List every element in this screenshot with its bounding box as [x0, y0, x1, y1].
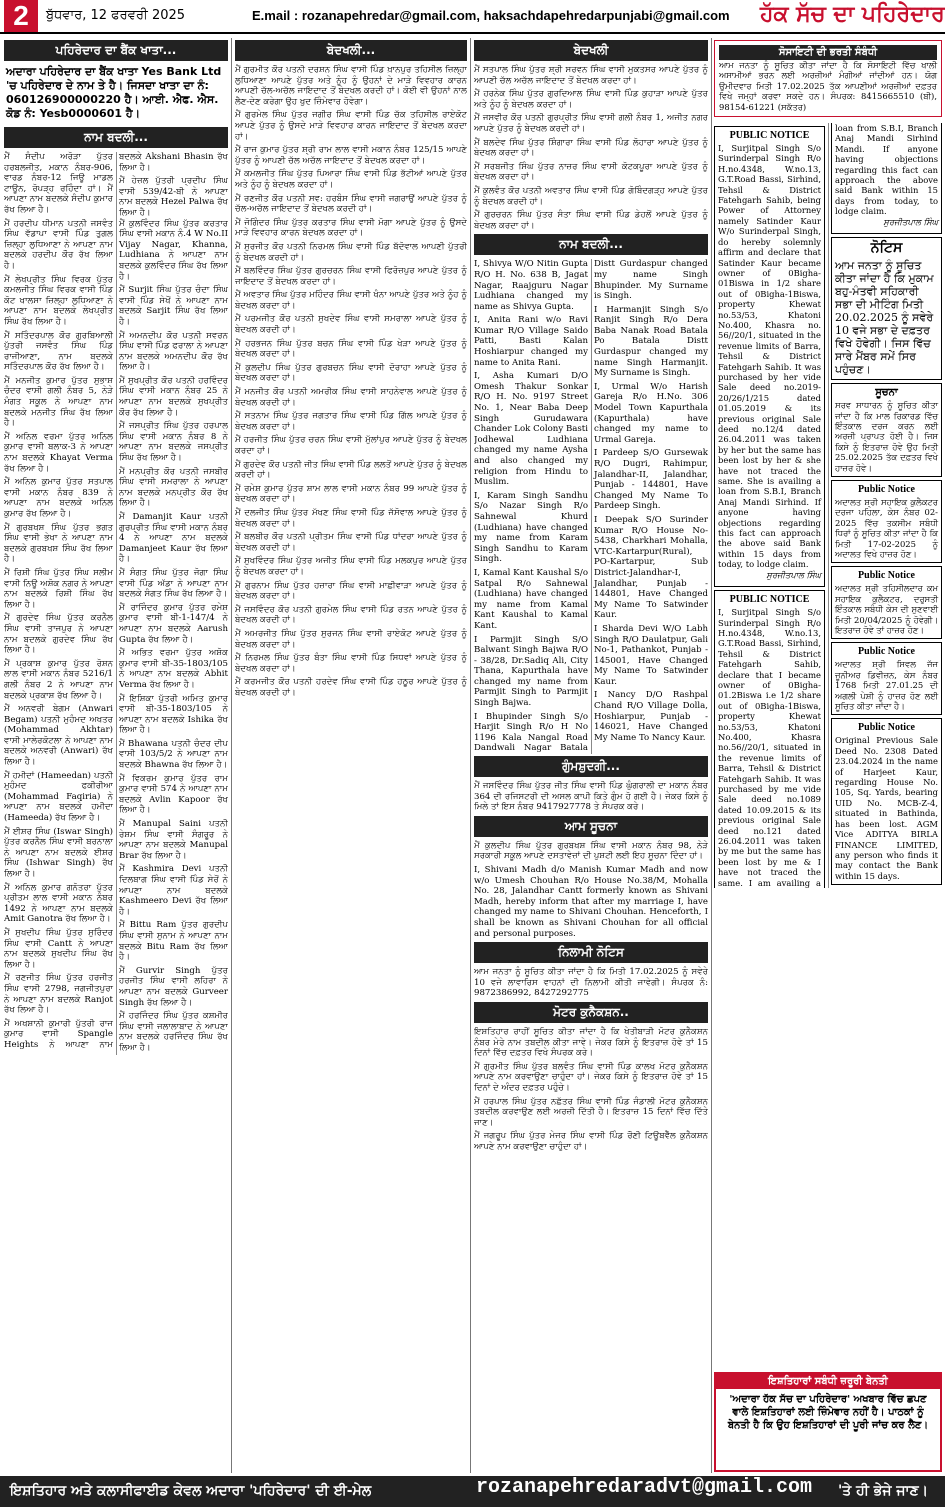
- list-item: ਮੈਂ ਰਣਜੀਤ ਸਿੰਘ ਪੁੱਤਰ ਹਰਜੀਤ ਸਿੰਘ ਵਾਸੀ 2798, ਜਗਜੀਤਪੁਰਾ ਨੇ ਆਪਣਾ ਨਾਮ ਬਦਲਕੇ Ranjot ਰੱਖ ਲਿਆ ਹੈ।: [4, 973, 113, 1016]
- list-item: ਮੈਂ ਅਨਿਲ ਕੁਮਾਰ ਗਨੋਤਰਾ ਪੁੱਤਰ ਪ੍ਰੀਤਮ ਲਾਲ ਵਾਸੀ ਮਕਾਨ ਨੰਬਰ 1492 ਨੇ ਆਪਣਾ ਨਾਮ ਬਦਲਕੇ Amit Ganotra ਰੱਖ ਲਿਆ ਹੈ।: [4, 882, 113, 925]
- list-item: I Nancy D/O Rashpal Chand R/O Village Dolla, Hoshiarpur, Punjab - 146021, Have Changed My Name To Nancy Kaur.: [594, 690, 708, 743]
- list-item: ਮੈਂ ਸੰਗਤ ਸਿੰਘ ਪੁੱਤਰ ਜੋਗਾ ਸਿੰਘ ਵਾਸੀ ਪਿੰਡ ਅੱਡਾ ਨੇ ਆਪਣਾ ਨਾਮ ਬਦਲਕੇ ਸੰਗਤ ਸਿੰਘ ਰੱਖ ਲਿਆ ਹੈ।: [119, 567, 228, 600]
- public-info-text-en: I, Shivani Madh d/o Manish Kumar Madh and now w/o Umesh Chouhan R/o House No.38/M, Mohalla No. 28, Jalandhar Cantt formerly known as Shivani Madh, hereby inform that after my marriage I, have changed my name to Shivani Chouhan. Henceforth, I shall be known as Shivani Chouhan for all official and personal purposes.: [474, 865, 708, 939]
- list-item: ਮੈਂ ਹੇਜ਼ਲ ਪੁੱਤਰੀ ਪ੍ਰਦੀਪ ਸਿੰਘ ਵਾਸੀ 539/42-ਬੀ ਨੇ ਆਪਣਾ ਨਾਮ ਬਦਲਕੇ Hezel Palwa ਰੱਖ ਲਿਆ ਹੈ।: [119, 176, 228, 218]
- list-item: ਮੈਂ ਗੁਰਨਾਮ ਸਿੰਘ ਪੁੱਤਰ ਹਜ਼ਾਰਾ ਸਿੰਘ ਵਾਸੀ ਮਾਛੀਵਾੜਾ ਆਪਣੇ ਪੁੱਤਰ ਨੂੰ ਬੇਦਖਲ ਕਰਦਾ ਹਾਂ।: [235, 580, 467, 602]
- list-item: ਮੈਂ ਨਿਰਮਲ ਸਿੰਘ ਪੁੱਤਰ ਬੰਤਾ ਸਿੰਘ ਵਾਸੀ ਪਿੰਡ ਸਿਧਵਾਂ ਆਪਣੇ ਪੁੱਤਰ ਨੂੰ ਬੇਦਖਲ ਕਰਦਾ ਹਾਂ।: [235, 653, 467, 674]
- list-item: ਮੈਂ ਸੁਖਪ੍ਰੀਤ ਕੌਰ ਪਤਨੀ ਹਰਵਿੰਦਰ ਸਿੰਘ ਵਾਸੀ ਮਕਾਨ ਨੰਬਰ 25 ਨੇ ਆਪਣਾ ਨਾਮ ਬਦਲਕੇ ਸੁਖਪ੍ਰੀਤ ਕੌਰ ਰੱਖ ਲਿਆ ਹੈ।: [119, 375, 228, 418]
- list-item: ਮੈਂ ਹਰਦੀਪ ਧੀਮਾਨ ਪਤਨੀ ਜਸਵੰਤ ਸਿੰਘ ਵੱਡਾਪਾ ਵਾਸੀ ਪਿੰਡ ਤੁਗਲ ਜ਼ਿਲ੍ਹਾ ਲੁਧਿਆਣਾ ਨੇ ਆਪਣਾ ਨਾਮ ਬਦਲਕੇ ਹਰਦੀਪ ਕੌਰ ਰੱਖ ਲਿਆ ਹੈ।: [4, 218, 113, 271]
- list-item: ਮੈਂ ਸਤਨਾਮ ਸਿੰਘ ਪੁੱਤਰ ਜਗਤਾਰ ਸਿੰਘ ਵਾਸੀ ਪਿੰਡ ਗਿੱਲ ਆਪਣੇ ਪੁੱਤਰ ਨੂੰ ਬੇਦਖਲ ਕਰਦਾ ਹਾਂ।: [235, 411, 467, 432]
- list-item: ਮੈਂ ਕਮਲਜੀਤ ਸਿੰਘ ਪੁੱਤਰ ਪਿਆਰਾ ਸਿੰਘ ਵਾਸੀ ਪਿੰਡ ਭੱਟੀਆਂ ਆਪਣੇ ਪੁੱਤਰ ਅਤੇ ਨੂੰਹ ਨੂੰ ਬੇਦਖਲ ਕਰਦਾ ਹਾਂ।: [235, 169, 467, 190]
- list-item: ਮੈਂ ਗੁਰਦੇਵ ਸਿੰਘ ਪੁੱਤਰ ਕਰਨੈਲ ਸਿੰਘ ਵਾਸੀ ਤਾਜਪੁਰ ਨੇ ਆਪਣਾ ਨਾਮ ਬਦਲਕੇ ਗੁਰਦੇਵ ਸਿੰਘ ਰੱਖ ਲਿਆ ਹੈ।: [4, 613, 113, 656]
- list-item: I, Karam Singh Sandhu S/o Nazar Singh R/o Sahnewal Khurd (Ludhiana) have changed my name from Karam Singh Sandhu to Karam Singh.: [474, 490, 588, 565]
- list-item: ਮੈਂ ਸਤਿੰਦਰਪਾਲ ਕੌਰ ਗੁਰਬਿਆਲੀ ਪੁੱਤਰੀ ਜਸਵੰਤ ਸਿੰਘ ਪਿੰਡ ਰਾਜੀਆਣਾ, ਨਾਮ ਬਦਲਕੇ ਸਤਿੰਦਰਪਾਲ ਕੌਰ ਰੱਖ ਲਿਆ ਹੈ।: [4, 330, 113, 373]
- list-item: ਮੈਂ ਅਮਰਜੀਤ ਸਿੰਘ ਪੁੱਤਰ ਸੁਰਜਨ ਸਿੰਘ ਵਾਸੀ ਰਾਏਕੋਟ ਆਪਣੇ ਪੁੱਤਰ ਨੂੰ ਬੇਦਖਲ ਕਰਦਾ ਹਾਂ।: [235, 628, 467, 650]
- list-item: ਮੈਂ ਕੁਲਵੰਤ ਕੌਰ ਪਤਨੀ ਅਵਤਾਰ ਸਿੰਘ ਵਾਸੀ ਪਿੰਡ ਗੋਬਿੰਦਗੜ੍ਹ ਆਪਣੇ ਪੁੱਤਰ ਨੂੰ ਬੇਦਖਲ ਕਰਦੀ ਹਾਂ।: [474, 185, 708, 207]
- list-item: ਮੈਂ ਅਨਿਲ ਕੁਮਾਰ ਪੁੱਤਰ ਸਤਪਾਲ ਵਾਸੀ ਮਕਾਨ ਨੰਬਰ 839 ਨੇ ਆਪਣਾ ਨਾਮ ਬਦਲਕੇ ਅਨਿਲ ਕੁਮਾਰ ਰੱਖ ਲਿਆ ਹੈ।: [4, 477, 113, 519]
- public-info-title: ਆਮ ਸੂਚਨਾ: [474, 816, 708, 837]
- list-item: ਮੈਂ ਗੁਰਦੇਵ ਕੌਰ ਪਤਨੀ ਜੀਤ ਸਿੰਘ ਵਾਸੀ ਪਿੰਡ ਲਲਤੋਂ ਆਪਣੇ ਪੁੱਤਰ ਨੂੰ ਬੇਦਖਲ ਕਰਦੀ ਹਾਂ।: [235, 459, 467, 481]
- advertising-disclaimer-title: ਇਸ਼ਤਿਹਾਰਾਂ ਸਬੰਧੀ ਜ਼ਰੂਰੀ ਬੇਨਤੀ: [716, 1374, 940, 1389]
- list-item: ਮੈਂ ਬਲਦੇਵ ਸਿੰਘ ਪੁੱਤਰ ਸ਼ਿੰਗਾਰਾ ਸਿੰਘ ਵਾਸੀ ਪਿੰਡ ਲੋਹਾਰਾ ਆਪਣੇ ਪੁੱਤਰ ਨੂੰ ਬੇਦਖਲ ਕਰਦਾ ਹਾਂ।: [474, 137, 708, 159]
- court-notice-title: Public Notice: [858, 483, 915, 495]
- list-item: ਮੈਂ Damanjit Kaur ਪਤਨੀ ਗੁਰਪ੍ਰੀਤ ਸਿੰਘ ਵਾਸੀ ਮਕਾਨ ਨੰਬਰ 4 ਨੇ ਆਪਣਾ ਨਾਮ ਬਦਲਕੇ Damanjeet Kaur ਰੱਖ ਲਿਆ ਹੈ।: [119, 512, 228, 565]
- issue-date: ਬੁੱਧਵਾਰ, 12 ਫਰਵਰੀ 2025: [46, 8, 186, 23]
- lost-deed-title: Public Notice: [858, 722, 915, 734]
- list-item: ਮੈਂ ਬਲਵਿੰਦਰ ਸਿੰਘ ਪੁੱਤਰ ਗੁਰਚਰਨ ਸਿੰਘ ਵਾਸੀ ਫਿਰੋਜ਼ਪੁਰ ਆਪਣੇ ਪੁੱਤਰ ਨੂੰ ਜਾਇਦਾਦ ਤੋਂ ਬੇਦਖਲ ਕਰਦਾ ਹਾਂ।: [235, 266, 467, 287]
- list-item: ਮੈਂ ਹਰਭਜਨ ਸਿੰਘ ਪੁੱਤਰ ਬਚਨ ਸਿੰਘ ਵਾਸੀ ਪਿੰਡ ਖੇੜਾ ਆਪਣੇ ਪੁੱਤਰ ਨੂੰ ਬੇਦਖਲ ਕਰਦਾ ਹਾਂ।: [235, 338, 467, 360]
- court-notice-2: [831, 566, 942, 639]
- motor-title: ਮੋਟਰ ਕੁਨੈਕਸ਼ਨ..: [474, 1002, 708, 1023]
- list-item: ਮੈਂ ਪ੍ਰਕਾਸ਼ ਕੁਮਾਰ ਪੁੱਤਰ ਰੋਸ਼ਨ ਲਾਲ ਵਾਸੀ ਮਕਾਨ ਨੰਬਰ 5216/1 ਗਲੀ ਨੰਬਰ 2 ਨੇ ਆਪਣਾ ਨਾਮ ਬਦਲਕੇ ਪ੍ਰਕਾਸ਼ ਰੱਖ ਲਿਆ ਹੈ।: [4, 658, 113, 701]
- court-notice-1: [831, 480, 942, 563]
- list-item: ਮੈਂ Manupal Saini ਪਤਨੀ ਰੇਸ਼ਮ ਸਿੰਘ ਵਾਸੀ ਸੰਗਰੂਰ ਨੇ ਆਪਣਾ ਨਾਮ ਬਦਲਕੇ Manupal Brar ਰੱਖ ਲਿਆ ਹੈ।: [119, 819, 228, 861]
- masthead-logo: ਹੱਕ ਸੱਚ ਦਾ ਪਹਿਰੇਦਾਰ: [760, 2, 945, 27]
- list-item: ਮੈਂ ਕਰਮਜੀਤ ਕੌਰ ਪਤਨੀ ਹਰਦੇਵ ਸਿੰਘ ਵਾਸੀ ਪਿੰਡ ਹਠੂਰ ਆਪਣੇ ਪੁੱਤਰ ਨੂੰ ਬੇਦਖਲ ਕਰਦੀ ਹਾਂ।: [235, 677, 467, 698]
- column-divider: [711, 38, 712, 1473]
- public-notice-title: PUBLIC NOTICE: [729, 594, 810, 606]
- list-item: ਮੈਂ ਗੁਰਚਰਨ ਸਿੰਘ ਪੁੱਤਰ ਸੰਤਾ ਸਿੰਘ ਵਾਸੀ ਪਿੰਡ ਡੇਹਲੋਂ ਆਪਣੇ ਪੁੱਤਰ ਨੂੰ ਬੇਦਖਲ ਕਰਦਾ ਹਾਂ।: [474, 210, 708, 231]
- advertising-disclaimer: [714, 1372, 942, 1472]
- lost-title: ਗੁੰਮਸ਼ੁਦਗੀ...: [474, 756, 708, 777]
- court-notice-text: ਅਦਾਲਤ ਸ਼੍ਰੀ ਤਹਿਸੀਲਦਾਰ ਕਮ ਸਹਾਇਕ ਕੁਲੈਕਟਰ, ਦਰੁਸਤੀ ਇੰਤਕਾਲ ਸਬੰਧੀ ਕੇਸ ਦੀ ਸੁਣਵਾਈ ਮਿਤੀ 20/04/2025 ਨੂੰ ਹੋਵੇਗੀ। ਇਤਰਾਜ਼ ਹੋਵੇ ਤਾਂ ਹਾਜ਼ਰ ਹੋਣ।: [835, 583, 938, 635]
- name-change-list-en: [474, 259, 708, 754]
- list-item: ਮੈਂ Kashmira Devi ਪਤਨੀ ਦਿਲਬਾਗ ਸਿੰਘ ਵਾਸੀ ਪਿੰਡ ਸੇਰੋਂ ਨੇ ਆਪਣਾ ਨਾਮ ਬਦਲਕੇ Kashmeero Devi ਰੱਖ ਲਿਆ ਹੈ।: [119, 864, 228, 917]
- court-notice-title: Public Notice: [858, 570, 915, 582]
- list-item: ਮੈਂ ਰਣਜੀਤ ਕੌਰ ਪਤਨੀ ਸਵ: ਹਰਬੰਸ ਸਿੰਘ ਵਾਸੀ ਜਗਰਾਉਂ ਆਪਣੇ ਪੁੱਤਰ ਨੂੰ ਚੱਲ-ਅਚੱਲ ਜਾਇਦਾਦ ਤੋਂ ਬੇਦਖਲ ਕਰਦੀ ਹਾਂ।: [235, 193, 467, 215]
- court-notice-text: ਅਦਾਲਤ ਸ਼੍ਰੀ ਸਿਵਲ ਜੱਜ ਜੂਨੀਅਰ ਡਿਵੀਜ਼ਨ, ਕੇਸ ਨੰਬਰ 1768 ਮਿਤੀ 27.01.25 ਦੀ ਅਗਲੀ ਪੇਸ਼ੀ ਨੂੰ ਹਾਜ਼ਰ ਹੋਣ ਲਈ ਸੂਚਿਤ ਕੀਤਾ ਜਾਂਦਾ ਹੈ।: [835, 659, 938, 712]
- recruitment-text: ਆਮ ਜਨਤਾ ਨੂੰ ਸੂਚਿਤ ਕੀਤਾ ਜਾਂਦਾ ਹੈ ਕਿ ਸੋਸਾਇਟੀ ਵਿੱਚ ਖਾਲੀ ਅਸਾਮੀਆਂ ਭਰਨ ਲਈ ਅਰਜ਼ੀਆਂ ਮੰਗੀਆਂ ਜਾਂਦੀਆਂ ਹਨ। ਯੋਗ ਉਮੀਦਵਾਰ ਮਿਤੀ 17.02.2025 ਤੱਕ ਆਪਣੀਆਂ ਅਰਜ਼ੀਆਂ ਦਫ਼ਤਰ ਵਿਖੇ ਜਮ੍ਹਾਂ ਕਰਵਾ ਸਕਦੇ ਹਨ। ਸੰਪਰਕ: 8415665510 (ਬੀ), 98154-61221 (ਸਕੱਤਰ): [719, 60, 937, 112]
- list-item: ਮੈਂ ਅਭਿਤ ਵਰਮਾ ਪੁੱਤਰ ਅਸ਼ੋਕ ਕੁਮਾਰ ਵਾਸੀ ਬੀ-35-1803/105 ਨੇ ਆਪਣਾ ਨਾਮ ਬਦਲਕੇ Abhit Verma ਰੱਖ ਲਿਆ ਹੈ।: [119, 648, 228, 690]
- list-item: ਮੈਂ ਹਰਨੇਕ ਸਿੰਘ ਪੁੱਤਰ ਗੁਰਦਿਆਲ ਸਿੰਘ ਵਾਸੀ ਪਿੰਡ ਕੁਹਾੜਾ ਆਪਣੇ ਪੁੱਤਰ ਅਤੇ ਨੂੰਹ ਨੂੰ ਬੇਦਖਲ ਕਰਦਾ ਹਾਂ।: [474, 89, 708, 110]
- eviction-title: ਬੇਦਖਲੀ...: [235, 40, 467, 61]
- column-2: [235, 38, 467, 1473]
- notices-columns: [714, 123, 942, 888]
- footer-text: ਇਸ਼ਤਿਹਾਰ ਅਤੇ ਕਲਾਸੀਫਾਈਡ ਕੇਵਲ ਅਦਾਰਾ 'ਪਹਿਰੇਦਾਰ' ਦੀ ਈ-ਮੇਲ: [10, 1483, 372, 1499]
- list-item: ਮੈਂ ਜਸਪ੍ਰੀਤ ਸਿੰਘ ਪੁੱਤਰ ਹਰਪਾਲ ਸਿੰਘ ਵਾਸੀ ਮਕਾਨ ਨੰਬਰ 8 ਨੇ ਆਪਣਾ ਨਾਮ ਬਦਲਕੇ ਜਸਪ੍ਰੀਤ ਸਿੰਘ ਰੱਖ ਲਿਆ ਹੈ।: [119, 421, 228, 464]
- list-item: ਮੈਂ ਦਲਜੀਤ ਸਿੰਘ ਪੁੱਤਰ ਮੱਖਣ ਸਿੰਘ ਵਾਸੀ ਪਿੰਡ ਜੱਸੋਵਾਲ ਆਪਣੇ ਪੁੱਤਰ ਨੂੰ ਬੇਦਖਲ ਕਰਦਾ ਹਾਂ।: [235, 507, 467, 529]
- list-item: ਮੈਂ ਜਸਵਿੰਦਰ ਕੌਰ ਪਤਨੀ ਗੁਰਮੇਲ ਸਿੰਘ ਵਾਸੀ ਪਿੰਡ ਰਤਨ ਆਪਣੇ ਪੁੱਤਰ ਨੂੰ ਬੇਦਖਲ ਕਰਦੀ ਹਾਂ।: [235, 604, 467, 626]
- list-item: ਮੈਂ ਅਮਨਦੀਪ ਕੌਰ ਪਤਨੀ ਸਵਰਨ ਸਿੰਘ ਵਾਸੀ ਪਿੰਡ ਫਰਾਲਾ ਨੇ ਆਪਣਾ ਨਾਮ ਬਦਲਕੇ ਅਮਨਦੀਪ ਕੌਰ ਰੱਖ ਲਿਆ ਹੈ।: [119, 330, 228, 373]
- page-footer: [0, 1476, 945, 1507]
- list-item: I, Urmal W/o Harish Gareja R/o H.No. 306 Model Town Kapurthala (Kapurthala) have changed my name to Urmal Gareja.: [594, 381, 708, 445]
- bank-title: ਪਹਿਰੇਦਾਰ ਦਾ ਬੈਂਕ ਖਾਤਾ...: [4, 40, 228, 61]
- list-item: ਮੈਂ ਮਨਪ੍ਰੀਤ ਕੌਰ ਪਤਨੀ ਜਸਬੀਰ ਸਿੰਘ ਵਾਸੀ ਸਮਰਾਲਾ ਨੇ ਆਪਣਾ ਨਾਮ ਬਦਲਕੇ ਮਨਪ੍ਰੀਤ ਕੌਰ ਰੱਖ ਲਿਆ ਹੈ।: [119, 466, 228, 509]
- list-item: ਮੈਂ ਮਨਜੀਤ ਕੌਰ ਪਤਨੀ ਅਮਰੀਕ ਸਿੰਘ ਵਾਸੀ ਸਾਹਨੇਵਾਲ ਆਪਣੇ ਪੁੱਤਰ ਨੂੰ ਬੇਦਖਲ ਕਰਦੀ ਹਾਂ।: [235, 387, 467, 408]
- eviction-title-2: ਬੇਦਖਲੀ: [474, 40, 708, 61]
- list-item: I Bhupinder Singh S/o Harjit Singh R/o H No 1196 Kala Nangal Road Dandwali Nagar Batala Distt Gurdaspur changed my name Singh Bhupinder. My Surname is Singh.: [474, 259, 708, 754]
- header-email[interactable]: E.mail : rozanapehredar@gmail.com, haksachdapehredarpunjabi@gmail.com: [252, 8, 730, 23]
- info-title: ਸੂਚਨਾ: [875, 387, 898, 399]
- list-item: ਮੈਂ ਸਤਪਾਲ ਸਿੰਘ ਪੁੱਤਰ ਸ਼੍ਰੀ ਸਰਵਨ ਸਿੰਘ ਵਾਸੀ ਮੁਕਤਸਰ ਆਪਣੇ ਪੁੱਤਰ ਨੂੰ ਆਪਣੀ ਚੱਲ ਅਚੱਲ ਜਾਇਦਾਦ ਤੋਂ ਬੇਦਖਲ ਕਰਦਾ ਹਾਂ।: [474, 65, 708, 86]
- list-item: I Pardeep S/O Gursewak R/O Dugri, Rahimpur, Jalandhar-II, Jalandhar, Punjab - 144801, Have Changed My Name To Pardeep Singh.: [594, 448, 708, 512]
- list-item: ਮੈਂ ਜਸਵੀਰ ਕੌਰ ਪਤਨੀ ਗੁਰਪ੍ਰੀਤ ਸਿੰਘ ਵਾਸੀ ਗਲੀ ਨੰਬਰ 1, ਅਜੀਤ ਨਗਰ ਆਪਣੇ ਪੁੱਤਰ ਨੂੰ ਬੇਦਖਲ ਕਰਦੀ ਹਾਂ।: [474, 113, 708, 134]
- list-item: ਮੈਂ ਰਿਸ਼ੀ ਸਿੰਘ ਪੁੱਤਰ ਸਿੰਘ ਸਲੀਮ ਵਾਸੀ ਨਿਊ ਅਸ਼ੋਕ ਨਗਰ ਨੇ ਆਪਣਾ ਨਾਮ ਬਦਲਕੇ ਰਿਸ਼ੀ ਸਿੰਘ ਰੱਖ ਲਿਆ ਹੈ।: [4, 567, 113, 610]
- list-item: ਮੈਂ ਸੰਦੀਪ ਅਰੋੜਾ ਪੁੱਤਰ ਹਰਬਲਜੀਤ, ਮਕਾਨ ਨੰਬਰ-906, ਵਾਰਡ ਨੰਬਰ-12 ਜਿਊ ਮਾਡਲ ਟਾਊਨ, ਰੋਪੜ੍ਹ ਰਹਿੰਦਾ ਹਾਂ। ਮੈਂ ਆਪਣਾ ਨਾਮ ਬਦਲਕੇ ਸੰਦੀਪ ਕੁਮਾਰ ਰੱਖ ਲਿਆ ਹੈ।: [4, 152, 113, 215]
- list-item: ਮੈਂ ਪਰਮਜੀਤ ਕੌਰ ਪਤਨੀ ਸੁਖਦੇਵ ਸਿੰਘ ਵਾਸੀ ਸਮਰਾਲਾ ਆਪਣੇ ਪੁੱਤਰ ਨੂੰ ਬੇਦਖਲ ਕਰਦੀ ਹਾਂ।: [235, 314, 467, 336]
- list-item: ਮੈਂ ਹਰਜੀਤ ਸਿੰਘ ਪੁੱਤਰ ਚਰਨ ਸਿੰਘ ਵਾਸੀ ਮੁੱਲਾਂਪੁਰ ਆਪਣੇ ਪੁੱਤਰ ਨੂੰ ਬੇਦਖਲ ਕਰਦਾ ਹਾਂ।: [235, 435, 467, 456]
- header-rule: [0, 32, 945, 34]
- info-notice: [831, 383, 942, 477]
- list-item: ਮੈਂ ਰਮੇਸ਼ ਕੁਮਾਰ ਪੁੱਤਰ ਸ਼ਾਮ ਲਾਲ ਵਾਸੀ ਮਕਾਨ ਨੰਬਰ 99 ਆਪਣੇ ਪੁੱਤਰ ਨੂੰ ਬੇਦਖਲ ਕਰਦਾ ਹਾਂ।: [235, 483, 467, 505]
- footer-text-end: 'ਤੇ ਹੀ ਭੇਜੇ ਜਾਣ।: [838, 1483, 929, 1499]
- list-item: ਮੈਂ ਹਰਜਿੰਦਰ ਸਿੰਘ ਪੁੱਤਰ ਕਸ਼ਮੀਰ ਸਿੰਘ ਵਾਸੀ ਜਲਾਲਾਬਾਦ ਨੇ ਆਪਣਾ ਨਾਮ ਬਦਲਕੇ ਹਰਜਿੰਦਰ ਸਿੰਘ ਰੱਖ ਲਿਆ ਹੈ।: [119, 1011, 228, 1053]
- list-item: ਮੈਂ ਹਮੀਦਾਂ (Hameedan) ਪਤਨੀ ਮੁਹੰਮਦ ਫਕੀਰੀਆ (Mohammad Faqiria) ਨੇ ਆਪਣਾ ਨਾਮ ਬਦਲਕੇ ਹਮੀਦਾ (Hameeda) ਰੱਖ ਲਿਆ ਹੈ।: [4, 770, 113, 824]
- list-item: I, Shivya W/O Nitin Gupta R/O H. No. 638 B, Jagat Nagar, Raajguru Nagar Ludhiana changed my name as Shivya Gupta.: [474, 259, 588, 312]
- list-item: ਮੈਂ ਸੁਰਜੀਤ ਕੌਰ ਪਤਨੀ ਨਿਰਮਲ ਸਿੰਘ ਵਾਸੀ ਪਿੰਡ ਬੱਦੋਵਾਲ ਆਪਣੀ ਪੁੱਤਰੀ ਨੂੰ ਬੇਦਖਲ ਕਰਦੀ ਹਾਂ।: [235, 241, 467, 263]
- list-item: ਮੈਂ ਵਿਕਰਮ ਕੁਮਾਰ ਪੁੱਤਰ ਰਾਮ ਕੁਮਾਰ ਵਾਸੀ 574 ਨੇ ਆਪਣਾ ਨਾਮ ਬਦਲਕੇ Avlin Kapoor ਰੱਖ ਲਿਆ ਹੈ।: [119, 773, 228, 816]
- list-item: ਮੈਂ ਬਲਬੀਰ ਕੌਰ ਪਤਨੀ ਪ੍ਰੀਤਮ ਸਿੰਘ ਵਾਸੀ ਪਿੰਡ ਧਾਂਦਰਾ ਆਪਣੇ ਪੁੱਤਰ ਨੂੰ ਬੇਦਖਲ ਕਰਦੀ ਹਾਂ।: [235, 532, 467, 553]
- court-notice-text: ਅਦਾਲਤ ਸ਼੍ਰੀ ਸਹਾਇਕ ਕੁਲੈਕਟਰ ਦਰਜਾ ਪਹਿਲਾ, ਕੇਸ ਨੰਬਰ 02-2025 ਵਿੱਚ ਤਕਸੀਮ ਸਬੰਧੀ ਧਿਰਾਂ ਨੂੰ ਸੂਚਿਤ ਕੀਤਾ ਜਾਂਦਾ ਹੈ ਕਿ ਮਿਤੀ 17-02-2025 ਨੂੰ ਅਦਾਲਤ ਵਿਖੇ ਹਾਜ਼ਰ ਹੋਣ।: [835, 496, 938, 559]
- list-item: ਮੈਂ ਕੁਲਦੀਪ ਸਿੰਘ ਪੁੱਤਰ ਗੁਰਬਚਨ ਸਿੰਘ ਵਾਸੀ ਦੋਰਾਹਾ ਆਪਣੇ ਪੁੱਤਰ ਨੂੰ ਬੇਦਖਲ ਕਰਦਾ ਹਾਂ।: [235, 362, 467, 384]
- list-item: ਮੈਂ ਇਸ਼ਿਕਾ ਪੁੱਤਰੀ ਅਮਿਤ ਕੁਮਾਰ ਵਾਸੀ ਬੀ-35-1803/105 ਨੇ ਆਪਣਾ ਨਾਮ ਬਦਲਕੇ Ishika ਰੱਖ ਲਿਆ ਹੈ।: [119, 693, 228, 736]
- list-item: ਇਸ਼ਤਿਹਾਰ ਰਾਹੀਂ ਸੂਚਿਤ ਕੀਤਾ ਜਾਂਦਾ ਹੈ ਕਿ ਖੇਤੀਬਾੜੀ ਮੋਟਰ ਕੁਨੈਕਸ਼ਨ ਨੰਬਰ ਮੇਰੇ ਨਾਮ ਤਬਦੀਲ ਕੀਤਾ ਜਾਵੇ। ਜੇਕਰ ਕਿਸੇ ਨੂੰ ਇਤਰਾਜ਼ ਹੋਵੇ ਤਾਂ 15 ਦਿਨਾਂ ਵਿੱਚ ਦਫ਼ਤਰ ਵਿਖੇ ਸੰਪਰਕ ਕਰੇ।: [474, 1026, 708, 1059]
- list-item: ਮੈਂ ਰਾਜ ਕੁਮਾਰ ਪੁੱਤਰ ਸ਼੍ਰੀ ਰਾਮ ਲਾਲ ਵਾਸੀ ਮਕਾਨ ਨੰਬਰ 125/15 ਆਪਣੇ ਪੁੱਤਰ ਨੂੰ ਆਪਣੀ ਚੱਲ ਅਚੱਲ ਜਾਇਦਾਦ ਤੋਂ ਬੇਦਖਲ ਕਰਦਾ ਹਾਂ।: [235, 145, 467, 166]
- list-item: ਮੈਂ Surjit ਸਿੰਘ ਪੁੱਤਰ ਚੰਦਾ ਸਿੰਘ ਵਾਸੀ ਪਿੰਡ ਸੇਖੋਂ ਨੇ ਆਪਣਾ ਨਾਮ ਬਦਲਕੇ Sarjit ਸਿੰਘ ਰੱਖ ਲਿਆ ਹੈ।: [119, 285, 228, 327]
- recruitment-title: ਸੋਸਾਇਟੀ ਦੀ ਭਰਤੀ ਸੰਬੰਧੀ: [719, 45, 937, 60]
- auction-title: ਨਿਲਾਮੀ ਨੋਟਿਸ: [474, 942, 708, 963]
- public-notice-text: I, Surjitpal Singh S/o Surinderpal Singh R/o H.no.4348, W.no.13, G.T.Road Bassi, Sirhind, Tehsil & District Fatehgarh Sahib, being Power of Attorney namely Satinder Kaur W/o Surinderpal Singh, do hereby solemnly affirm and declare that Satinder Kaur became owner of 0Bigha-01Biswa in 1/2 share out of 0Bigha-1Biswa, property Khewat no.53/53, Khatoni No.400, Khasra no. 56//20/1, situated in the revenue limits of Barra, Tehsil & District Fatehgarh Sahib. It was purchased by her vide Sale deed no.2019-20/26/1/215 dated 01.05.2019 & its previous original Sale deed no.12/4 dated 26.04.2011 was taken by her but the same has been lost by her & she have not traced the same. She is availing a loan from S.B.I, Branch Anaj Mandi Sirhind. If anyone having objections regarding this fact can approach the above said Bank within 15 days from today, to lodge claim.: [718, 143, 821, 570]
- list-item: I Harmanjit Singh S/o Ranjit Singh R/o Dera Baba Nanak Road Batala Po Batala Distt Gurdaspur changed my name Singh Harmanjit. My Surname is Singh.: [594, 304, 708, 379]
- column-divider: [231, 38, 232, 1473]
- list-item: ਮੈਂ Bhawana ਪਤਨੀ ਚੰਦਰ ਦੀਪ ਵਾਸੀ 103/5/2 ਨੇ ਆਪਣਾ ਨਾਮ ਬਦਲਕੇ Bhawna ਰੱਖ ਲਿਆ ਹੈ।: [119, 738, 228, 771]
- signature: ਸੁਰਜੀਤਪਾਲ ਸਿੰਘ: [883, 216, 938, 227]
- motor-list: [474, 1027, 708, 1153]
- list-item: ਮੈਂ ਜਗਰੂਪ ਸਿੰਘ ਪੁੱਤਰ ਮੇਜਰ ਸਿੰਘ ਵਾਸੀ ਪਿੰਡ ਰੌਣੀ ਟਿਊਬਵੈੱਲ ਕੁਨੈਕਸ਼ਨ ਆਪਣੇ ਨਾਮ ਕਰਵਾਉਣਾ ਚਾਹੁੰਦਾ ਹਾਂ।: [474, 1131, 708, 1152]
- lost-notice: ਮੈਂ ਜਸਵਿੰਦਰ ਸਿੰਘ ਪੁੱਤਰ ਜੀਤ ਸਿੰਘ ਵਾਸੀ ਪਿੰਡ ਘੁੰਗਰਾਲੀ ਦਾ ਮਕਾਨ ਨੰਬਰ 364 ਦੀ ਰਜਿਸਟਰੀ ਦੀ ਅਸਲ ਕਾਪੀ ਕਿਤੇ ਗੁੰਮ ਹੋ ਗਈ ਹੈ। ਜੇਕਰ ਕਿਸੇ ਨੂੰ ਮਿਲੇ ਤਾਂ ਇਸ ਨੰਬਰ 9417927778 ਤੇ ਸੰਪਰਕ ਕਰੇ।: [474, 781, 708, 813]
- court-notice-title: Public Notice: [858, 646, 915, 658]
- list-item: ਮੈਂ ਸੁਖਦੀਪ ਸਿੰਘ ਪੁੱਤਰ ਸੁਰਿੰਦਰ ਸਿੰਘ ਵਾਸੀ Cantt ਨੇ ਆਪਣਾ ਨਾਮ ਬਦਲਕੇ ਸੁਖਦੀਪ ਸਿੰਘ ਰੱਖ ਲਿਆ ਹੈ।: [4, 927, 113, 970]
- public-notice-text: I, Surjitpal Singh S/o Surinderpal Singh R/o H.no.4348, W.no.13, G.T.Road Bassi, Sirhind, Tehsil & District Fatehgarh Sahib, declare that I became owner of 0Bigha-01.2Biswa i.e 1/2 share out of 0Bigha-1Biswa, property Khewat no.53/53, Khatoni No.400, Khasra no.56//20/1, situated in the revenue limits of Barra, Tehsil & District Fatehgarh Sahib. It was purchased by me vide Sale deed no.1089 dated 10.09.2015 & its previous original Sale deed no.121 dated 26.04.2011 was taken by me but the same has been lost by me & I have not traced the same. I am availing a loan from S.B.I, Branch Anaj Mandi Sirhind Mandi. If anyone having objections regarding this fact can approach the above said Bank within 15 days from today, to lodge claim.: [718, 123, 938, 888]
- list-item: I, Anita Rani w/o Ravi Kumar R/O Village Saido Patti, Basti Kalan Hoshiarpur changed my name to Anita Rani.: [474, 315, 588, 368]
- name-change-title-2: ਨਾਮ ਬਦਲੀ...: [474, 234, 708, 255]
- name-change-title: ਨਾਮ ਬਦਲੀ...: [4, 127, 228, 148]
- eviction-list-2: [474, 65, 708, 231]
- list-item: I Sharda Devi W/O Labh Singh R/O Daulatpur, Gali No-1, Pathankot, Punjab - 145001, Have Changed My Name To Satwinder Kaur.: [594, 623, 708, 687]
- list-item: ਮੈਂ ਗੁਰਮੀਤ ਸਿੰਘ ਪੁੱਤਰ ਬਲਵੰਤ ਸਿੰਘ ਵਾਸੀ ਪਿੰਡ ਕਾਲਖ ਮੋਟਰ ਕੁਨੈਕਸ਼ਨ ਆਪਣੇ ਨਾਮ ਕਰਵਾਉਣਾ ਚਾਹੁੰਦਾ ਹਾਂ। ਜੇਕਰ ਕਿਸੇ ਨੂੰ ਇਤਰਾਜ਼ ਹੋਵੇ ਤਾਂ 15 ਦਿਨਾਂ ਦੇ ਅੰਦਰ ਦਫ਼ਤਰ ਪਹੁੰਚੇ।: [474, 1061, 708, 1093]
- list-item: ਮੈਂ ਅਵਤਾਰ ਸਿੰਘ ਪੁੱਤਰ ਮਹਿੰਦਰ ਸਿੰਘ ਵਾਸੀ ਖੰਨਾ ਆਪਣੇ ਪੁੱਤਰ ਅਤੇ ਨੂੰਹ ਨੂੰ ਬੇਦਖਲ ਕਰਦਾ ਹਾਂ।: [235, 290, 467, 311]
- list-item: ਮੈਂ ਹਰਪਾਲ ਸਿੰਘ ਪੁੱਤਰ ਨਛੱਤਰ ਸਿੰਘ ਵਾਸੀ ਪਿੰਡ ਜੰਡਾਲੀ ਮੋਟਰ ਕੁਨੈਕਸ਼ਨ ਤਬਦੀਲ ਕਰਵਾਉਣ ਲਈ ਅਰਜ਼ੀ ਦਿੱਤੀ ਹੈ। ਇਤਰਾਜ਼ 15 ਦਿਨਾਂ ਵਿੱਚ ਦਿੱਤੇ ਜਾਣ।: [474, 1096, 708, 1128]
- list-item: ਮੈਂ Gurvir Singh ਪੁੱਤਰ ਹਰਜੀਤ ਸਿੰਘ ਵਾਸੀ ਲਹਿਰਾ ਨੇ ਆਪਣਾ ਨਾਮ ਬਦਲਕੇ Gurveer Singh ਰੱਖ ਲਿਆ ਹੈ।: [119, 965, 228, 1008]
- meeting-notice: [831, 237, 942, 380]
- lost-deed-text: Original Previous Sale Deed No. 2308 Dated 23.04.2024 in the name of Harjeet Kaur, regarding House No. 105, Sq. Yards, bearing UID No. MCB-Z-4, situated in Bathinda, has been lost. AGM Vice ADITYA BIRLA FINANCE LIMITED, any person who finds it may contact the Bank within 15 days.: [835, 735, 938, 881]
- list-item: ਮੈਂ ਲੇਖਪ੍ਰੀਤ ਸਿੰਘ ਵਿਰਕ ਪੁੱਤਰ ਕਮਲਜੀਤ ਸਿੰਘ ਵਿਰਕ ਵਾਸੀ ਪਿੰਡ ਕੋਟ ਖਾਲਸਾ ਜ਼ਿਲ੍ਹਾ ਲੁਧਿਆਣਾ ਨੇ ਆਪਣਾ ਨਾਮ ਬਦਲਕੇ ਲੇਖਪ੍ਰੀਤ ਸਿੰਘ ਰੱਖ ਲਿਆ ਹੈ।: [4, 274, 113, 327]
- list-item: I Parmjit Singh S/O Balwant Singh Bajwa R/O - 38/28, Dr.Sadiq Ali, City Thana, Kapurthala have changed my name from Parmjit Singh to Parmjit Singh Bajwa.: [474, 634, 588, 709]
- recruitment-notice: [714, 40, 942, 117]
- list-item: ਮੈਂ ਕੁਲਵਿੰਦਰ ਸਿੰਘ ਪੁੱਤਰ ਕਰਤਾਰ ਸਿੰਘ ਵਾਸੀ ਮਕਾਨ ਨੰ.4 W No.II Vijay Nagar, Khanna, Ludhiana ਨੇ ਆਪਣਾ ਨਾਮ ਬਦਲਕੇ ਕੁਲਵਿੰਦਰ ਸਿੰਘ ਰੱਖ ਲਿਆ ਹੈ।: [119, 218, 228, 282]
- list-item: ਮੈਂ Bittu Ram ਪੁੱਤਰ ਗੁਰਦੀਪ ਸਿੰਘ ਵਾਸੀ ਸੁਨਾਮ ਨੇ ਆਪਣਾ ਨਾਮ ਬਦਲਕੇ Bitu Ram ਰੱਖ ਲਿਆ ਹੈ।: [119, 920, 228, 963]
- list-item: ਮੈਂ ਅਨਿਲ ਵਰਮਾ ਪੁੱਤਰ ਅਨਿਲ ਕੁਮਾਰ ਵਾਸੀ ਬਲਾਕ-3 ਨੇ ਆਪਣਾ ਨਾਮ ਬਦਲਕੇ Khayat Verma ਰੱਖ ਲਿਆ ਹੈ।: [4, 431, 113, 474]
- list-item: ਮੈਂ ਗੁਰਮੀਤ ਕੌਰ ਪਤਨੀ ਦਰਸ਼ਨ ਸਿੰਘ ਵਾਸੀ ਪਿੰਡ ਖ਼ਾਨਪੁਰ ਤਹਿਸੀਲ ਜ਼ਿਲ੍ਹਾ ਲੁਧਿਆਣਾ ਆਪਣੇ ਪੁੱਤਰ ਅਤੇ ਨੂੰਹ ਨੂੰ ਉਹਨਾਂ ਦੇ ਮਾੜੇ ਵਿਵਹਾਰ ਕਾਰਨ ਆਪਣੀ ਚੱਲ-ਅਚੱਲ ਜਾਇਦਾਦ ਤੋਂ ਬੇਦਖਲ ਕਰਦੀ ਹਾਂ। ਕੋਈ ਵੀ ਉਹਨਾਂ ਨਾਲ ਲੈਣ-ਦੇਣ ਕਰੇਗਾ ਉਹ ਖੁਦ ਜ਼ਿੰਮੇਵਾਰ ਹੋਵੇਗਾ।: [235, 65, 467, 107]
- court-notice-3: [831, 642, 942, 715]
- public-notice-1: [714, 126, 825, 587]
- lost-deed-notice: [831, 718, 942, 885]
- list-item: ਮੈਂ ਰਾਜਿੰਦਰ ਕੁਮਾਰ ਪੁੱਤਰ ਰਮੇਸ਼ ਕੁਮਾਰ ਵਾਸੀ ਬੀ-1-147/4 ਨੇ ਆਪਣਾ ਨਾਮ ਬਦਲਕੇ Aarush Gupta ਰੱਖ ਲਿਆ ਹੈ।: [119, 602, 228, 645]
- column-3: [474, 38, 708, 1473]
- list-item: I, Kamal Kant Kaushal S/o Satpal R/o Sahnewal (Ludhiana) have changed my name from Kamal Kant Kaushal to Kamal Kant.: [474, 567, 589, 631]
- bank-info: ਅਦਾਰਾ ਪਹਿਰੇਦਾਰ ਦਾ ਬੈਂਕ ਖਾਤਾ Yes Bank Ltd 'ਚ ਪਹਿਰੇਦਾਰ ਦੇ ਨਾਮ ਤੇ ਹੈ। ਜਿਸਦਾ ਖਾਤਾ ਦਾ ਨੰ: 060126900000220 ਹੈ। ਆਈ. ਐਫ. ਐਸ. ਕੋਡ ਨੰ: Yesb0000601 ਹੈ।: [6, 65, 222, 120]
- list-item: ਮੈਂ ਸੁਖਵਿੰਦਰ ਸਿੰਘ ਪੁੱਤਰ ਅਜੀਤ ਸਿੰਘ ਵਾਸੀ ਪਿੰਡ ਮਲਕਪੁਰ ਆਪਣੇ ਪੁੱਤਰ ਨੂੰ ਬੇਦਖਲ ਕਰਦਾ ਹਾਂ।: [235, 556, 467, 577]
- page-number: 2: [4, 0, 38, 32]
- signature: ਸੁਰਜੀਤਪਾਲ ਸਿੰਘ: [766, 569, 821, 580]
- list-item: ਮੈਂ ਮਨਜੀਤ ਕੁਮਾਰ ਪੁੱਤਰ ਸੁਭਾਸ਼ ਚੰਦਰ ਵਾਸੀ ਗਲੀ ਨੰਬਰ 5, ਨੇੜੇ ਮੰਗਤ ਸਕੂਲ ਨੇ ਆਪਣਾ ਨਾਮ ਬਦਲਕੇ ਮਨਜੀਤ ਸਿੰਘ ਰੱਖ ਲਿਆ ਹੈ।: [4, 375, 113, 429]
- page-header: [0, 0, 945, 31]
- list-item: ਮੈਂ ਗੁਰਬਖਸ਼ ਸਿੰਘ ਪੁੱਤਰ ਭਗਤ ਸਿੰਘ ਵਾਸੀ ਭੇਖਾ ਨੇ ਆਪਣਾ ਨਾਮ ਬਦਲਕੇ ਗੁਰਬਖਸ਼ ਸਿੰਘ ਰੱਖ ਲਿਆ ਹੈ।: [4, 522, 113, 565]
- advertising-disclaimer-text: 'ਅਦਾਰਾ ਹੱਕ ਸੱਚ ਦਾ ਪਹਿਰੇਦਾਰ' ਅਖਬਾਰ ਵਿੱਚ ਛਪਣ ਵਾਲੇ ਇਸ਼ਤਿਹਾਰਾਂ ਲਈ ਜ਼ਿੰਮੇਵਾਰ ਨਹੀਂ ਹੈ। ਪਾਠਕਾਂ ਨੂੰ ਬੇਨਤੀ ਹੈ ਕਿ ਉਹ ਇਸ਼ਤਿਹਾਰਾਂ ਦੀ ਪੂਰੀ ਜਾਂਚ ਕਰ ਲੈਣ।: [727, 1394, 929, 1431]
- list-item: I Deepak S/O Surinder Kumar R/O House No-5438, Charkhari Mohalla, VTC-Kartarpur(Rural), PO-Kartarpur, Sub District-Jalandhar-I, Jalandhar, Punjab - 144801, Have Changed My Name To Satwinder Kaur.: [594, 514, 708, 621]
- footer-email[interactable]: rozanapehredaradvt@gmail.com: [476, 1476, 813, 1499]
- auction-text: ਆਮ ਜਨਤਾ ਨੂੰ ਸੂਚਿਤ ਕੀਤਾ ਜਾਂਦਾ ਹੈ ਕਿ ਮਿਤੀ 17.02.2025 ਨੂੰ ਸਵੇਰੇ 10 ਵਜੇ ਲਾਵਾਰਿਸ ਵਾਹਨਾਂ ਦੀ ਨਿਲਾਮੀ ਕੀਤੀ ਜਾਵੇਗੀ। ਸੰਪਰਕ ਨੰ: 9872386992, 8427292775: [474, 967, 708, 999]
- notice-title: ਨੋਟਿਸ: [870, 241, 903, 257]
- list-item: ਮੈਂ ਸਰਬਜੀਤ ਸਿੰਘ ਪੁੱਤਰ ਨਾਜ਼ਰ ਸਿੰਘ ਵਾਸੀ ਕੋਟਕਪੂਰਾ ਆਪਣੇ ਪੁੱਤਰ ਨੂੰ ਬੇਦਖਲ ਕਰਦਾ ਹਾਂ।: [474, 161, 708, 183]
- column-divider: [470, 38, 471, 1473]
- public-info-text: ਮੈਂ ਕੁਲਦੀਪ ਸਿੰਘ ਪੁੱਤਰ ਗੁਰਬਖਸ਼ ਸਿੰਘ ਵਾਸੀ ਮਕਾਨ ਨੰਬਰ 98, ਨੇੜੇ ਸਰਕਾਰੀ ਸਕੂਲ ਆਪਣੇ ਦਸਤਾਵੇਜ਼ਾਂ ਦੀ ਪੁਸ਼ਟੀ ਲਈ ਇਹ ਸੂਚਨਾ ਦਿੰਦਾ ਹਾਂ।: [474, 840, 708, 862]
- info-text: ਸਰਵ ਸਾਧਾਰਨ ਨੂੰ ਸੂਚਿਤ ਕੀਤਾ ਜਾਂਦਾ ਹੈ ਕਿ ਮਾਲ ਰਿਕਾਰਡ ਵਿੱਚ ਇੰਤਕਾਲ ਦਰਜ ਕਰਨ ਲਈ ਅਰਜ਼ੀ ਪ੍ਰਾਪਤ ਹੋਈ ਹੈ। ਜਿਸ ਕਿਸੇ ਨੂੰ ਇਤਰਾਜ਼ ਹੋਵੇ ਉਹ ਮਿਤੀ 25.02.2025 ਤੱਕ ਦਫ਼ਤਰ ਵਿਖੇ ਹਾਜ਼ਰ ਹੋਵੇ।: [835, 400, 938, 473]
- column-4: [714, 38, 942, 1368]
- list-item: I, Asha Kumari D/O Omesh Thakur Sonkar R/O H. No. 9197 Street No. 1, Near Baba Deep Singh Gurudawara Chander Lok Colony Basti Jodhewal Ludhiana changed my name Aysha and also changed my religion from Hindu to Muslim.: [474, 371, 588, 488]
- eviction-list: [235, 65, 467, 698]
- notice-text: ਆਮ ਜਨਤਾ ਨੂੰ ਸੂਚਿਤ ਕੀਤਾ ਜਾਂਦਾ ਹੈ ਕਿ ਮੁਕਾਮ ਬਹੁ-ਮੰਤਵੀ ਸਹਿਕਾਰੀ ਸਭਾ ਦੀ ਮੀਟਿੰਗ ਮਿਤੀ 20.02.2025 ਨੂੰ ਸਵੇਰੇ 10 ਵਜੇ ਸਭਾ ਦੇ ਦਫ਼ਤਰ ਵਿਖੇ ਹੋਵੇਗੀ। ਜਿਸ ਵਿੱਚ ਸਾਰੇ ਮੈਂਬਰ ਸਮੇਂ ਸਿਰ ਪਹੁੰਚਣ।: [835, 259, 934, 377]
- list-item: ਮੈਂ ਜੋਗਿੰਦਰ ਸਿੰਘ ਪੁੱਤਰ ਕਰਤਾਰ ਸਿੰਘ ਵਾਸੀ ਮੋਗਾ ਆਪਣੇ ਪੁੱਤਰ ਨੂੰ ਉਸਦੇ ਮਾੜੇ ਵਿਵਹਾਰ ਕਾਰਨ ਬੇਦਖਲ ਕਰਦਾ ਹਾਂ।: [235, 217, 467, 239]
- list-item: ਮੈਂ ਅਖਸ਼ਾਨੀ ਕੁਮਾਰੀ ਪੁੱਤਰੀ ਰਾਜ ਕੁਮਾਰ ਵਾਸੀ Spangle Heights ਨੇ ਆਪਣਾ ਨਾਮ ਬਦਲਕੇ Akshani Bhasin ਰੱਖ ਲਿਆ ਹੈ।: [4, 152, 228, 1050]
- public-notice-title: PUBLIC NOTICE: [729, 130, 810, 142]
- name-change-list: [4, 152, 228, 1055]
- list-item: ਮੈਂ ਗੁਰਮੇਲ ਸਿੰਘ ਪੁੱਤਰ ਜਗੀਰ ਸਿੰਘ ਵਾਸੀ ਪਿੰਡ ਚੱਕ ਤਹਿਸੀਲ ਰਾਏਕੋਟ ਆਪਣੇ ਪੁੱਤਰ ਨੂੰ ਉਸਦੇ ਮਾੜੇ ਵਿਵਹਾਰ ਕਾਰਨ ਜਾਇਦਾਦ ਤੋਂ ਬੇਦਖਲ ਕਰਦਾ ਹਾਂ।: [235, 110, 467, 142]
- list-item: ਮੈਂ ਅਨਵਰੀ ਬੇਗਮ (Anwari Begam) ਪਤਨੀ ਮੁਹੰਮਦ ਅਖਤਰ (Mohammad Akhtar) ਵਾਸੀ ਮਾਲੇਰਕੋਟਲਾ ਨੇ ਆਪਣਾ ਨਾਮ ਬਦਲਕੇ ਅਨਵਰੀ (Anwari) ਰੱਖ ਲਿਆ ਹੈ।: [4, 704, 113, 768]
- list-item: ਮੈਂ ਈਸ਼ਰ ਸਿੰਘ (Iswar Singh) ਪੁੱਤਰ ਕਰਨੈਲ ਸਿੰਘ ਵਾਸੀ ਬਰਨਾਲਾ ਨੇ ਆਪਣਾ ਨਾਮ ਬਦਲਕੇ ਈਸ਼ਰ ਸਿੰਘ (Ishwar Singh) ਰੱਖ ਲਿਆ ਹੈ।: [4, 826, 113, 879]
- column-1: [4, 38, 228, 1473]
